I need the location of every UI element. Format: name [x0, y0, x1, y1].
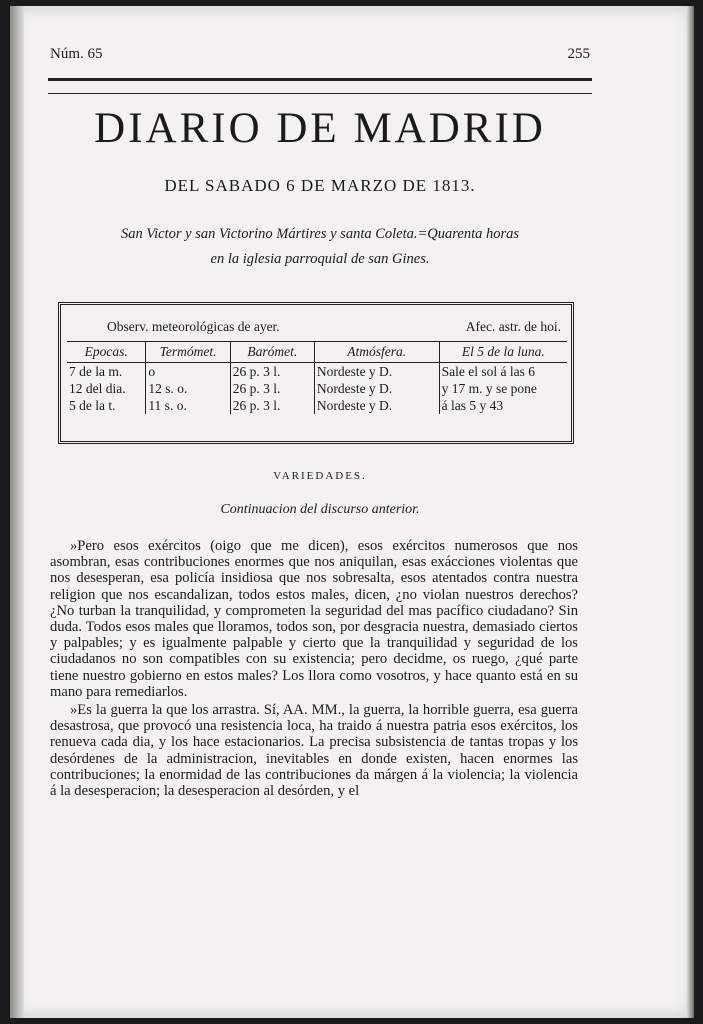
saints-line-1: San Victor y san Victorino Mártires y santa Coleta.=Quarenta horas: [120, 226, 520, 242]
table-row: [67, 397, 567, 414]
article-body: [50, 538, 578, 799]
saints-line-2: en la iglesia parroquial de san Gines.: [210, 251, 430, 267]
table-header-row: [67, 342, 567, 363]
col-luna: El 5 de la luna.: [439, 342, 567, 363]
cell-termometro: 11 s. o.: [146, 397, 230, 414]
col-barometro: Barómet.: [230, 342, 314, 363]
dateline: DEL SABADO 6 DE MARZO DE 1813.: [164, 176, 476, 195]
header-rule: [48, 78, 592, 94]
observations-title: Observ. meteorológicas de ayer.: [107, 319, 280, 334]
cell-termometro: o: [146, 363, 230, 381]
col-epocas: Epocas.: [67, 342, 146, 363]
table-row: [67, 363, 567, 381]
cell-barometro: 26 p. 3 l.: [230, 380, 314, 397]
page-number: 255: [567, 45, 590, 62]
cell-barometro: 26 p. 3 l.: [230, 397, 314, 414]
observations-table: [67, 341, 567, 414]
section-subtitle: Continuacion del discurso anterior.: [220, 502, 420, 517]
section-title: VARIEDADES.: [273, 470, 367, 482]
masthead-title: DIARIO DE MADRID: [94, 105, 546, 152]
page-header: [50, 44, 590, 64]
page-spine: [10, 6, 24, 1018]
cell-atmosfera: Nordeste y D.: [314, 363, 439, 381]
article-paragraph-1: »Pero esos exércitos (oigo que me dicen), esos exércitos numerosos que nos asombran, esas contribuciones enormes que nos aniquilan, esas exácciones violentas que nos desesperan, esa policía insidiosa que nos sobresalta, esos atentados contra nuestra religion que nos escandalizan, todos estos males, dicen, ¿no violan nuestros derechos? ¿No turban la tranquilidad, y comprometen la seguridad del mas pacífico ciudadano? Sin duda. Todos esos males que lloramos, todos son, por desgracia nuestra, demasiado ciertos y palpables; y es igualmente palpable y cierto que la tranquilidad y seguridad de los ciudadanos no son compatibles con su existencia; pero decidme, os ruego, ¿qué parte tiene nuestro gobierno en estos males? Los llora como vosotros, y hace quanto está en su mano para remediarlos.: [50, 538, 578, 700]
table-row: [67, 380, 567, 397]
page-edge: [686, 6, 694, 1018]
saints-of-day: [50, 222, 590, 272]
issue-number: Núm. 65: [50, 45, 103, 62]
col-atmosfera: Atmósfera.: [314, 342, 439, 363]
observations-header: [61, 305, 571, 341]
cell-atmosfera: Nordeste y D.: [314, 397, 439, 414]
cell-luna: Sale el sol á las 6: [439, 363, 567, 381]
weather-observations-box: [58, 302, 574, 444]
cell-epoca: 7 de la m.: [69, 363, 123, 379]
cell-termometro: 12 s. o.: [146, 380, 230, 397]
article-paragraph-2: »Es la guerra la que los arrastra. Sí, AA. MM., la guerra, la horrible guerra, esa guerra desastrosa, que provocó una resistencia loca, ha traido á nuestra patria esos exércitos, los renueva cada dia, y los hace estacionarios. La precisa subsistencia de tantas tropas y los desórdenes de la administracion, inevitables en donde existen, hacen enormes las contribuciones; la enormidad de las contribuciones da márgen á la violencia; la violencia á la desesperacion; la desesperacion al desórden, y el: [50, 702, 578, 800]
cell-epoca: 5 de la t.: [69, 397, 116, 413]
cell-atmosfera: Nordeste y D.: [314, 380, 439, 397]
col-termometro: Termómet.: [146, 342, 230, 363]
astronomy-title: Afec. astr. de hoi.: [465, 319, 561, 334]
newspaper-page: [10, 6, 694, 1018]
cell-luna: y 17 m. y se pone: [439, 380, 567, 397]
cell-luna: á las 5 y 43: [439, 397, 567, 414]
cell-barometro: 26 p. 3 l.: [230, 363, 314, 381]
cell-epoca: 12 del dia.: [69, 380, 126, 396]
